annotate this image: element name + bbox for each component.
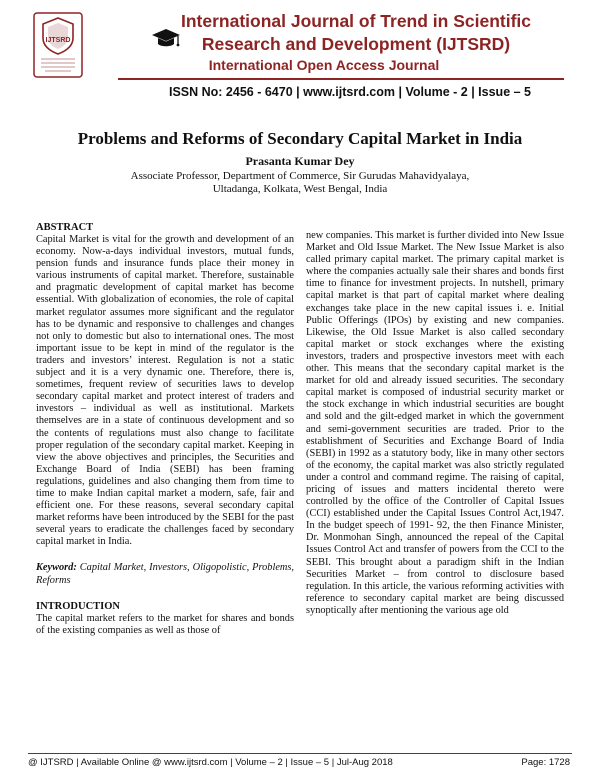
introduction-text-right: new companies. This market is further divided into New Issue Market and Old Issue Market. The New Issue Market is also called primary capital market. The primary capital market is where the companies actually sale their shares and bonds first time to finance for investment projects. In nutshell, primary capital market is that part of capital market where dealing exchanges take place in the new capital issues i. e. Initial Public Offerings (IPOs) by existing and new companies. Likewise, the Old Issue Market is also called secondary capital market or stock exchanges where the existing investors, traders and prospective investors meet with each other. This means that the secondary capital market is the market for old and already issued securities. The secondary capital market is composed of industrial security market or the stock exchange in which industrial securities are bought and sold and the gilt-edged market in which the government and semi-government securities are traded. Prior to the establishment of Securities and Exchange Board of India (SEBI) in 1992 as a statutory body, like in many other sectors of the economy, the capital market was also strictly regulated under a control and command regime. The raising of capital, pricing of issues and matters incidental thereto were controlled by the office of the Controller of Capital Issues (CCI) established under the Capital Issues Control Act,1947. In the budget speech of 1991- 92, the then Finance Minister, Dr. Monmohan Singh, announced the repeal of the Capital Issues Control Act and transfer of powers from the CCI to the SEBI. This brought about a paradigm shift in the Indian Securities Market – from control to disclosure based regulation. In this article, the various reforming activities with reference to secondary capital market are being discussed synoptically after mentioning the various age old bbox=[306, 230, 564, 616]
affiliation-line-1: Associate Professor, Department of Commerce, Sir Gurudas Mahavidyalaya, bbox=[130, 170, 470, 182]
journal-access-label: International Open Access Journal bbox=[208, 57, 440, 73]
introduction-heading: INTRODUCTION bbox=[36, 600, 121, 612]
page-footer bbox=[0, 753, 600, 776]
journal-title: International Journal of Trend in Scientific Research and Development (IJTSRD) bbox=[180, 11, 532, 54]
right-column bbox=[306, 230, 564, 617]
keywords bbox=[36, 562, 294, 586]
left-column bbox=[36, 222, 294, 637]
affiliation-line-2: Ultadanga, Kolkata, West Bengal, India bbox=[212, 183, 388, 195]
keywords-label: Keyword: bbox=[36, 562, 77, 574]
keywords-text: Capital Market, Investors, Oligopolistic, Problems, Reforms bbox=[36, 562, 294, 586]
footer-divider bbox=[28, 753, 572, 754]
paper-author: Prasanta Kumar Dey bbox=[245, 154, 355, 168]
page-number: Page: 1728 bbox=[521, 757, 570, 768]
journal-header bbox=[0, 0, 600, 116]
paper-title: Problems and Reforms of Secondary Capital Market in India bbox=[77, 129, 523, 148]
paper-affiliation bbox=[0, 170, 600, 196]
svg-text:IJTSRD: IJTSRD bbox=[45, 37, 71, 44]
journal-meta: ISSN No: 2456 - 6470 | www.ijtsrd.com | Volume - 2 | Issue – 5 bbox=[168, 85, 531, 99]
header-divider bbox=[118, 78, 564, 80]
abstract-text: Capital Market is vital for the growth and development of an economy. Now-a-days individual investors, mutual funds, pension funds and insurance funds place their money in various instruments of capital market. Therefore, sustainable and pragmatic development of capital market has become essential. With globalization of economies, the role of capital market regulator assumes more significant and the regulator has to be dynamic and responsive to challenges and changes not only to domestic but also to international ones. The most important issue to be kept in mind of the regulator is the traders and investors’ interest. Regulation is not a static subject and it is a very dynamic one. Therefore, there is, sometimes, frequent review of securities laws to develop secondary capital market and protect interest of traders and investors – individual as well as institutional. Markets themselves are in a state of continuous development and so the contents of regulations must also change to facilitate proper regulation of the secondary capital market. Keeping in view the above objectives and principles, the Securities and Exchange Board of India (SEBI) has been framing regulations, guidelines and also changing them from time to time to make Indian capital market a modern, safe, fair and efficient one. For these reasons, several secondary capital market reforms have been introduced by the SEBI for the past several years to eradicate the challenges faced by secondary capital market in India. bbox=[36, 234, 294, 548]
abstract-heading: ABSTRACT bbox=[36, 222, 94, 233]
footer-text: @ IJTSRD | Available Online @ www.ijtsrd.com | Volume – 2 | Issue – 5 | Jul-Aug 2018 bbox=[28, 757, 393, 768]
introduction-text-left: The capital market refers to the market for shares and bonds of the existing companies as well as those of bbox=[36, 612, 294, 636]
